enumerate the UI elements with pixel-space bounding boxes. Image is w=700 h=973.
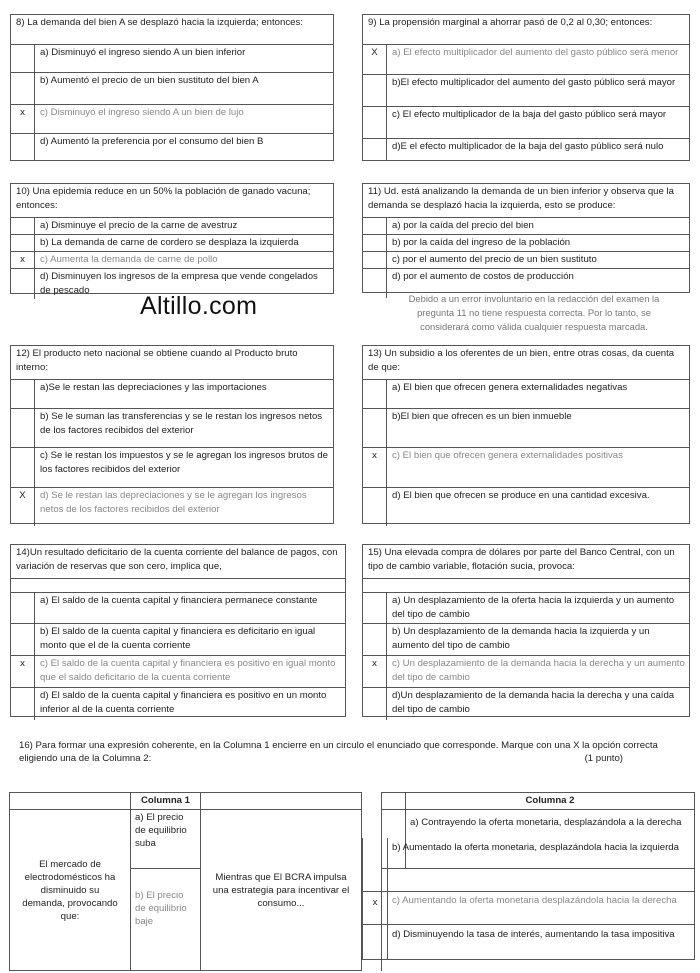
option-text: b) La demanda de carne de cordero se desplaza la izquierda: [40, 237, 299, 248]
question-13-text: 13) Un subsidio a los oferentes de un bien, entre otras cosas, da cuenta de que:: [363, 346, 689, 380]
option-row[interactable]: [11, 409, 333, 448]
option-row[interactable]: [363, 488, 689, 526]
mark-cell[interactable]: [11, 380, 35, 408]
mark-cell[interactable]: X: [363, 45, 387, 74]
mark-cell[interactable]: x: [11, 252, 35, 268]
option-text: c) El saldo de la cuenta capital y financiera es positivo en igual monto que el saldo deficitario de la cuenta corriente: [40, 658, 336, 683]
option-text: a) El saldo de la cuenta capital y financiera permanece constante: [40, 595, 318, 606]
question-8: [10, 14, 334, 161]
option-text: a) Un desplazamiento de la oferta hacia la izquierda y un aumento del tipo de cambio: [392, 595, 675, 620]
option-row[interactable]: [363, 45, 689, 75]
option-row[interactable]: [363, 593, 689, 624]
mark-cell[interactable]: [363, 218, 387, 234]
option-text: b) por la caída del ingreso de la población: [392, 237, 571, 248]
mark-cell[interactable]: [363, 252, 387, 268]
column-1-option-b[interactable]: b) El precio de equilibrio baje: [131, 869, 201, 971]
question-15: [362, 544, 690, 717]
option-text: d) El bien que ofrecen se produce en una cantidad excesiva.: [392, 490, 650, 501]
column-2-header: Columna 2: [406, 793, 695, 810]
option-row[interactable]: [363, 448, 689, 488]
question-9-text: 9) La propensión marginal a ahorrar pasó de 0,2 al 0,30; entonces:: [363, 15, 689, 45]
mark-cell[interactable]: x: [11, 105, 35, 133]
middle-statement: Mientras que El BCRA impulsa una estrategia para incentivar el consumo...: [201, 810, 362, 971]
option-text: b) Aumentó el precio de un bien sustituto del bien A: [40, 75, 259, 86]
option-row[interactable]: [363, 75, 689, 107]
option-row[interactable]: [11, 218, 333, 235]
option-row[interactable]: [11, 45, 333, 73]
option-row[interactable]: [363, 107, 689, 139]
mark-cell[interactable]: x: [11, 656, 35, 687]
option-row[interactable]: [11, 448, 333, 488]
option-row[interactable]: [362, 838, 695, 892]
option-text: d) Disminuyen los ingresos de la empresa que vende congelados de pescado: [40, 271, 318, 296]
option-text: c) El efecto multiplicador de la baja del gasto público será mayor: [392, 109, 667, 120]
option-row[interactable]: [363, 218, 689, 235]
mark-cell[interactable]: [11, 73, 35, 104]
option-row[interactable]: [363, 624, 689, 656]
option-text: c) Se le restan los impuestos y se le agregan los ingresos brutos de los factores recibidos del exterior: [40, 450, 328, 475]
option-text: d) Se le restan las depreciaciones y se le agregan los ingresos netos de los factores recibidos del exterior: [40, 490, 307, 515]
option-row[interactable]: [11, 688, 345, 720]
gap-cell: [362, 793, 382, 810]
question-10: [10, 183, 334, 294]
mark-cell[interactable]: [11, 409, 35, 447]
question-15-text: 15) Una elevada compra de dólares por parte del Banco Central, con un tipo de cambio variable, flotación sucia, provoca:: [363, 545, 689, 579]
option-text: a)Se le restan las depreciaciones y las importaciones: [40, 382, 267, 393]
mark-cell[interactable]: [363, 838, 388, 891]
option-row[interactable]: [11, 488, 333, 526]
option-row[interactable]: [11, 380, 333, 409]
option-row[interactable]: [11, 105, 333, 134]
option-text: c) Un desplazamiento de la demanda hacia la derecha y un aumento del tipo de cambio: [392, 658, 685, 683]
site-logo: Altillo.com: [140, 292, 258, 320]
question-10-text: 10) Una epidemia reduce en un 50% la población de ganado vacuna; entonces:: [11, 184, 333, 218]
option-row[interactable]: [363, 656, 689, 688]
option-row[interactable]: [363, 688, 689, 720]
points-label: (1 punto): [584, 753, 623, 764]
stem-text: El mercado de electrodomésticos ha disminuido su demanda, provocando que:: [10, 810, 131, 971]
option-text: b) Se le suman las transferencias y se le restan los ingresos netos de los factores recibidos del exterior: [40, 411, 323, 436]
option-text: a) El bien que ofrecen genera externalidades negativas: [392, 382, 628, 393]
mark-cell[interactable]: [363, 139, 387, 161]
mark-cell[interactable]: [363, 269, 387, 298]
option-row[interactable]: [362, 892, 695, 925]
mark-cell[interactable]: [11, 593, 35, 623]
mark-cell[interactable]: [363, 624, 387, 655]
column-2-option-a[interactable]: a) Contrayendo la oferta monetaria, desplazándola a la derecha: [406, 810, 695, 869]
question-12: [10, 345, 334, 524]
mark-cell[interactable]: [11, 45, 35, 72]
option-text: d)E el efecto multiplicador de la baja del gasto público será nulo: [392, 141, 664, 152]
option-row[interactable]: [11, 624, 345, 656]
mark-cell[interactable]: [363, 380, 387, 408]
mark-cell[interactable]: [11, 269, 35, 299]
mark-cell[interactable]: [11, 624, 35, 655]
empty-header: [382, 793, 406, 810]
question-11: [362, 183, 690, 293]
option-row[interactable]: [363, 252, 689, 269]
option-row[interactable]: [11, 252, 333, 269]
mark-cell[interactable]: [363, 593, 387, 623]
mark-cell[interactable]: x: [363, 448, 387, 487]
mark-cell[interactable]: [363, 107, 387, 138]
column-2-option-d: d) Disminuyendo la tasa de interés, aumentando la tasa impositiva: [392, 929, 675, 940]
mark-cell[interactable]: [11, 134, 35, 160]
mark-cell[interactable]: [363, 925, 388, 959]
option-text: a) por la caída del precio del bien: [392, 220, 534, 231]
question-16-text: 16) Para formar una expresión coherente, en la Columna 1 encierre en un circulo el enunciado que corresponde. Marque con una X la opción correcta eligiendo una de la Columna 2:: [19, 740, 658, 764]
question-11-note: Debido a un error involuntario en la redacción del examen la pregunta 11 no tiene respuesta correcta. Por lo tanto, se considerará como válida cualquier respuesta marcada.: [408, 293, 660, 332]
option-text: c) Disminuyó el ingreso siendo A un bien de lujo: [40, 107, 244, 118]
mark-cell[interactable]: [363, 75, 387, 106]
option-text: a) El efecto multiplicador del aumento del gasto público será menor: [392, 47, 679, 58]
question-12-text: 12) El producto neto nacional se obtiene cuando al Producto bruto interno:: [11, 346, 333, 380]
option-text: a) Disminuye el precio de la carne de avestruz: [40, 220, 238, 231]
question-11-text: 11) Ud. está analizando la demanda de un bien inferior y observa que la demanda se desplazó hacia la izquierda, esto se produce:: [363, 184, 689, 218]
option-text: b)El bien que ofrecen es un bien inmueble: [392, 411, 572, 422]
question-8-text: 8) La demanda del bien A se desplazó hacia la izquierda; entonces:: [11, 15, 333, 45]
option-row[interactable]: [363, 409, 689, 448]
column-2-option-c: c) Aumentando la oferta monetaria desplazándola hacia la derecha: [392, 895, 677, 906]
question-14-text: 14)Un resultado deficitario de la cuenta corriente del balance de pagos, con variación de reservas que son cero, implica que,: [11, 545, 345, 579]
empty-header: [10, 793, 131, 810]
mark-cell[interactable]: [11, 448, 35, 487]
mark-cell[interactable]: X: [11, 488, 35, 526]
option-row[interactable]: [362, 925, 695, 960]
mark-cell[interactable]: x: [363, 892, 388, 924]
question-13: [362, 345, 690, 524]
mark-cell[interactable]: [11, 218, 35, 234]
option-text: c) Aumenta la demanda de carne de pollo: [40, 254, 218, 265]
mark-cell[interactable]: [363, 235, 387, 251]
option-text: c) por el aumento del precio de un bien sustituto: [392, 254, 597, 265]
empty-header: [201, 793, 362, 810]
column-2-option-b: b) Aumentado la oferta monetaria, desplazándola hacia la izquierda: [392, 842, 679, 853]
option-row[interactable]: [11, 593, 345, 624]
option-text: c) El bien que ofrecen genera externalidades positivas: [392, 450, 623, 461]
question-9: [362, 14, 690, 161]
column-2-rows: [362, 838, 695, 960]
question-14: [10, 544, 346, 717]
mark-cell[interactable]: [11, 235, 35, 251]
option-text: d)Un desplazamiento de la demanda hacia la derecha y una caída del tipo de cambio: [392, 690, 675, 715]
option-text: b)El efecto multiplicador del aumento del gasto público será mayor: [392, 77, 676, 88]
column-1-option-a[interactable]: a) El precio de equilibrio suba: [131, 810, 201, 869]
mark-cell[interactable]: [363, 409, 387, 447]
option-text: d) por el aumento de costos de producción: [392, 271, 574, 282]
column-1-header: Columna 1: [131, 793, 201, 810]
option-text: a) Disminuyó el ingreso siendo A un bien inferior: [40, 47, 246, 58]
option-text: d) Aumentó la preferencia por el consumo del bien B: [40, 136, 264, 147]
mark-cell[interactable]: x: [363, 656, 387, 687]
option-row[interactable]: [11, 656, 345, 688]
option-text: d) El saldo de la cuenta capital y financiera es positivo en un monto inferior al de la cuenta corriente: [40, 690, 327, 715]
mark-cell[interactable]: [363, 488, 387, 526]
option-text: b) Un desplazamiento de la demanda hacia la izquierda y un aumento del tipo de cambio: [392, 626, 650, 651]
option-row[interactable]: [11, 235, 333, 252]
option-text: b) El saldo de la cuenta capital y financiera es deficitario en igual monto que el de la cuenta corriente: [40, 626, 316, 651]
option-row[interactable]: [363, 380, 689, 409]
option-row[interactable]: [11, 73, 333, 105]
option-row[interactable]: [363, 235, 689, 252]
option-row[interactable]: [11, 134, 333, 160]
mark-cell[interactable]: [363, 688, 387, 720]
option-row[interactable]: [363, 139, 689, 161]
question-16: [19, 739, 659, 765]
mark-cell[interactable]: [11, 688, 35, 720]
